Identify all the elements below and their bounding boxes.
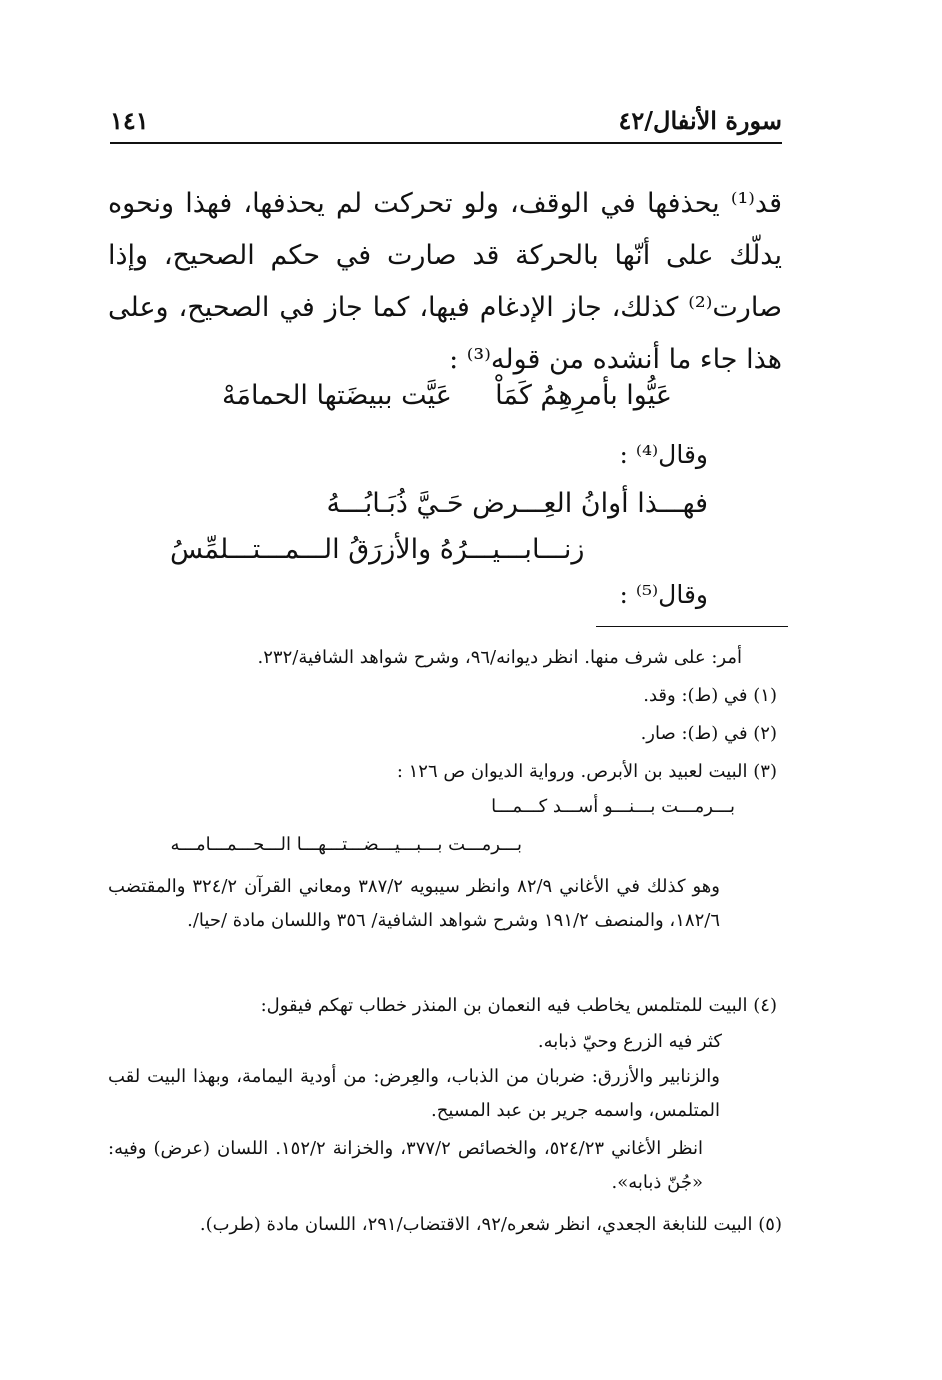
footnote-4-intro: (٤) البيت للمتلمس يخاطب فيه النعمان بن المنذر خطاب تهكم فيقول: (260, 995, 777, 1016)
verse-1-first-hemistich: عَيُّوا بأمرِهِمُ كَمَاْ (495, 380, 672, 411)
verse-2-first-line: فهـــذا أوانُ العِـــرض حَـيَّ ذُبَـابُـــهُ (326, 488, 708, 519)
footnote-3-verse-b: بـــرمـــت بـــبـــيـــضـــتـــهـــا الـــحـــمـــامـــه (170, 834, 522, 855)
running-title: سورة الأنفال/٤٢ (618, 106, 782, 135)
footnote-4-quote: كثر فيه الزرع وحيّ ذبابه. (537, 1031, 722, 1052)
page-header (110, 100, 782, 144)
footnote-4-references: انظر الأغاني ٥٢٤/٢٣، والخصائص ٣٧٧/٢، والخزانة ١٥٢/٢. اللسان (عرض) وفيه: «جُنّ ذبابه». (108, 1138, 704, 1193)
footnote-1: (١) في (ط): وقد. (643, 685, 777, 706)
footnote-3-verse-a: بـــرمـــت بـــنـــو أســـد كـــمـــا (491, 796, 735, 817)
body-paragraph: قد⁽¹⁾ يحذفها في الوقف، ولو تحركت لم يحذفها، فهذا ونحوه يدلّك على أنّها بالحركة قد صارت في حكم الصحيح، وإذا صارت⁽²⁾ كذلك، جاز الإدغام فيها، كما جاز في الصحيح، وعلى هذا جاء ما أنشده من قوله⁽³⁾ : (108, 188, 782, 375)
verse-2-second-line: زنـــابـــيـــرُهُ والأزرَقُ الـــمـــتـــلمِّسُ (170, 534, 585, 565)
footnote-2: (٢) في (ط): صار. (640, 723, 777, 744)
footnote-continuation: أمر: على شرف منها. انظر ديوانه/٩٦، وشرح شواهد الشافية/٢٣٢. (257, 647, 742, 668)
said-line-5: وقال⁽⁵⁾ : (619, 580, 708, 609)
footnote-4-paragraph: والزنابير والأزرق: ضربان من الذباب، والعِرض: من أودية اليمامة، وبهذا البيت لقب المتلمس، واسمه جرير بن عبد المسيح. (108, 1066, 720, 1121)
said-line-4: وقال⁽⁴⁾ : (619, 440, 708, 469)
verse-1-second-hemistich: عَيَّت ببيضَتها الحمامَهْ (222, 380, 452, 411)
page-number: ١٤١ (110, 106, 149, 135)
footnote-3-intro: (٣) البيت لعبيد بن الأبرص. ورواية الديوان ص ١٢٦ : (396, 761, 777, 782)
footnote-separator (596, 626, 788, 627)
footnote-5: (٥) البيت للنابغة الجعدي، انظر شعره/٩٢، الاقتضاب/٢٩١، اللسان مادة (طرب). (199, 1214, 782, 1235)
footnote-3-references: وهو كذلك في الأغاني ٨٢/٩ وانظر سيبويه ٣٨٧/٢ ومعاني القرآن ٣٢٤/٢ والمقتضب ١٨٢/٦، والمنصف ١٩١/٢ وشرح شواهد الشافية/ ٣٥٦ واللسان مادة /حيا/. (108, 876, 720, 931)
